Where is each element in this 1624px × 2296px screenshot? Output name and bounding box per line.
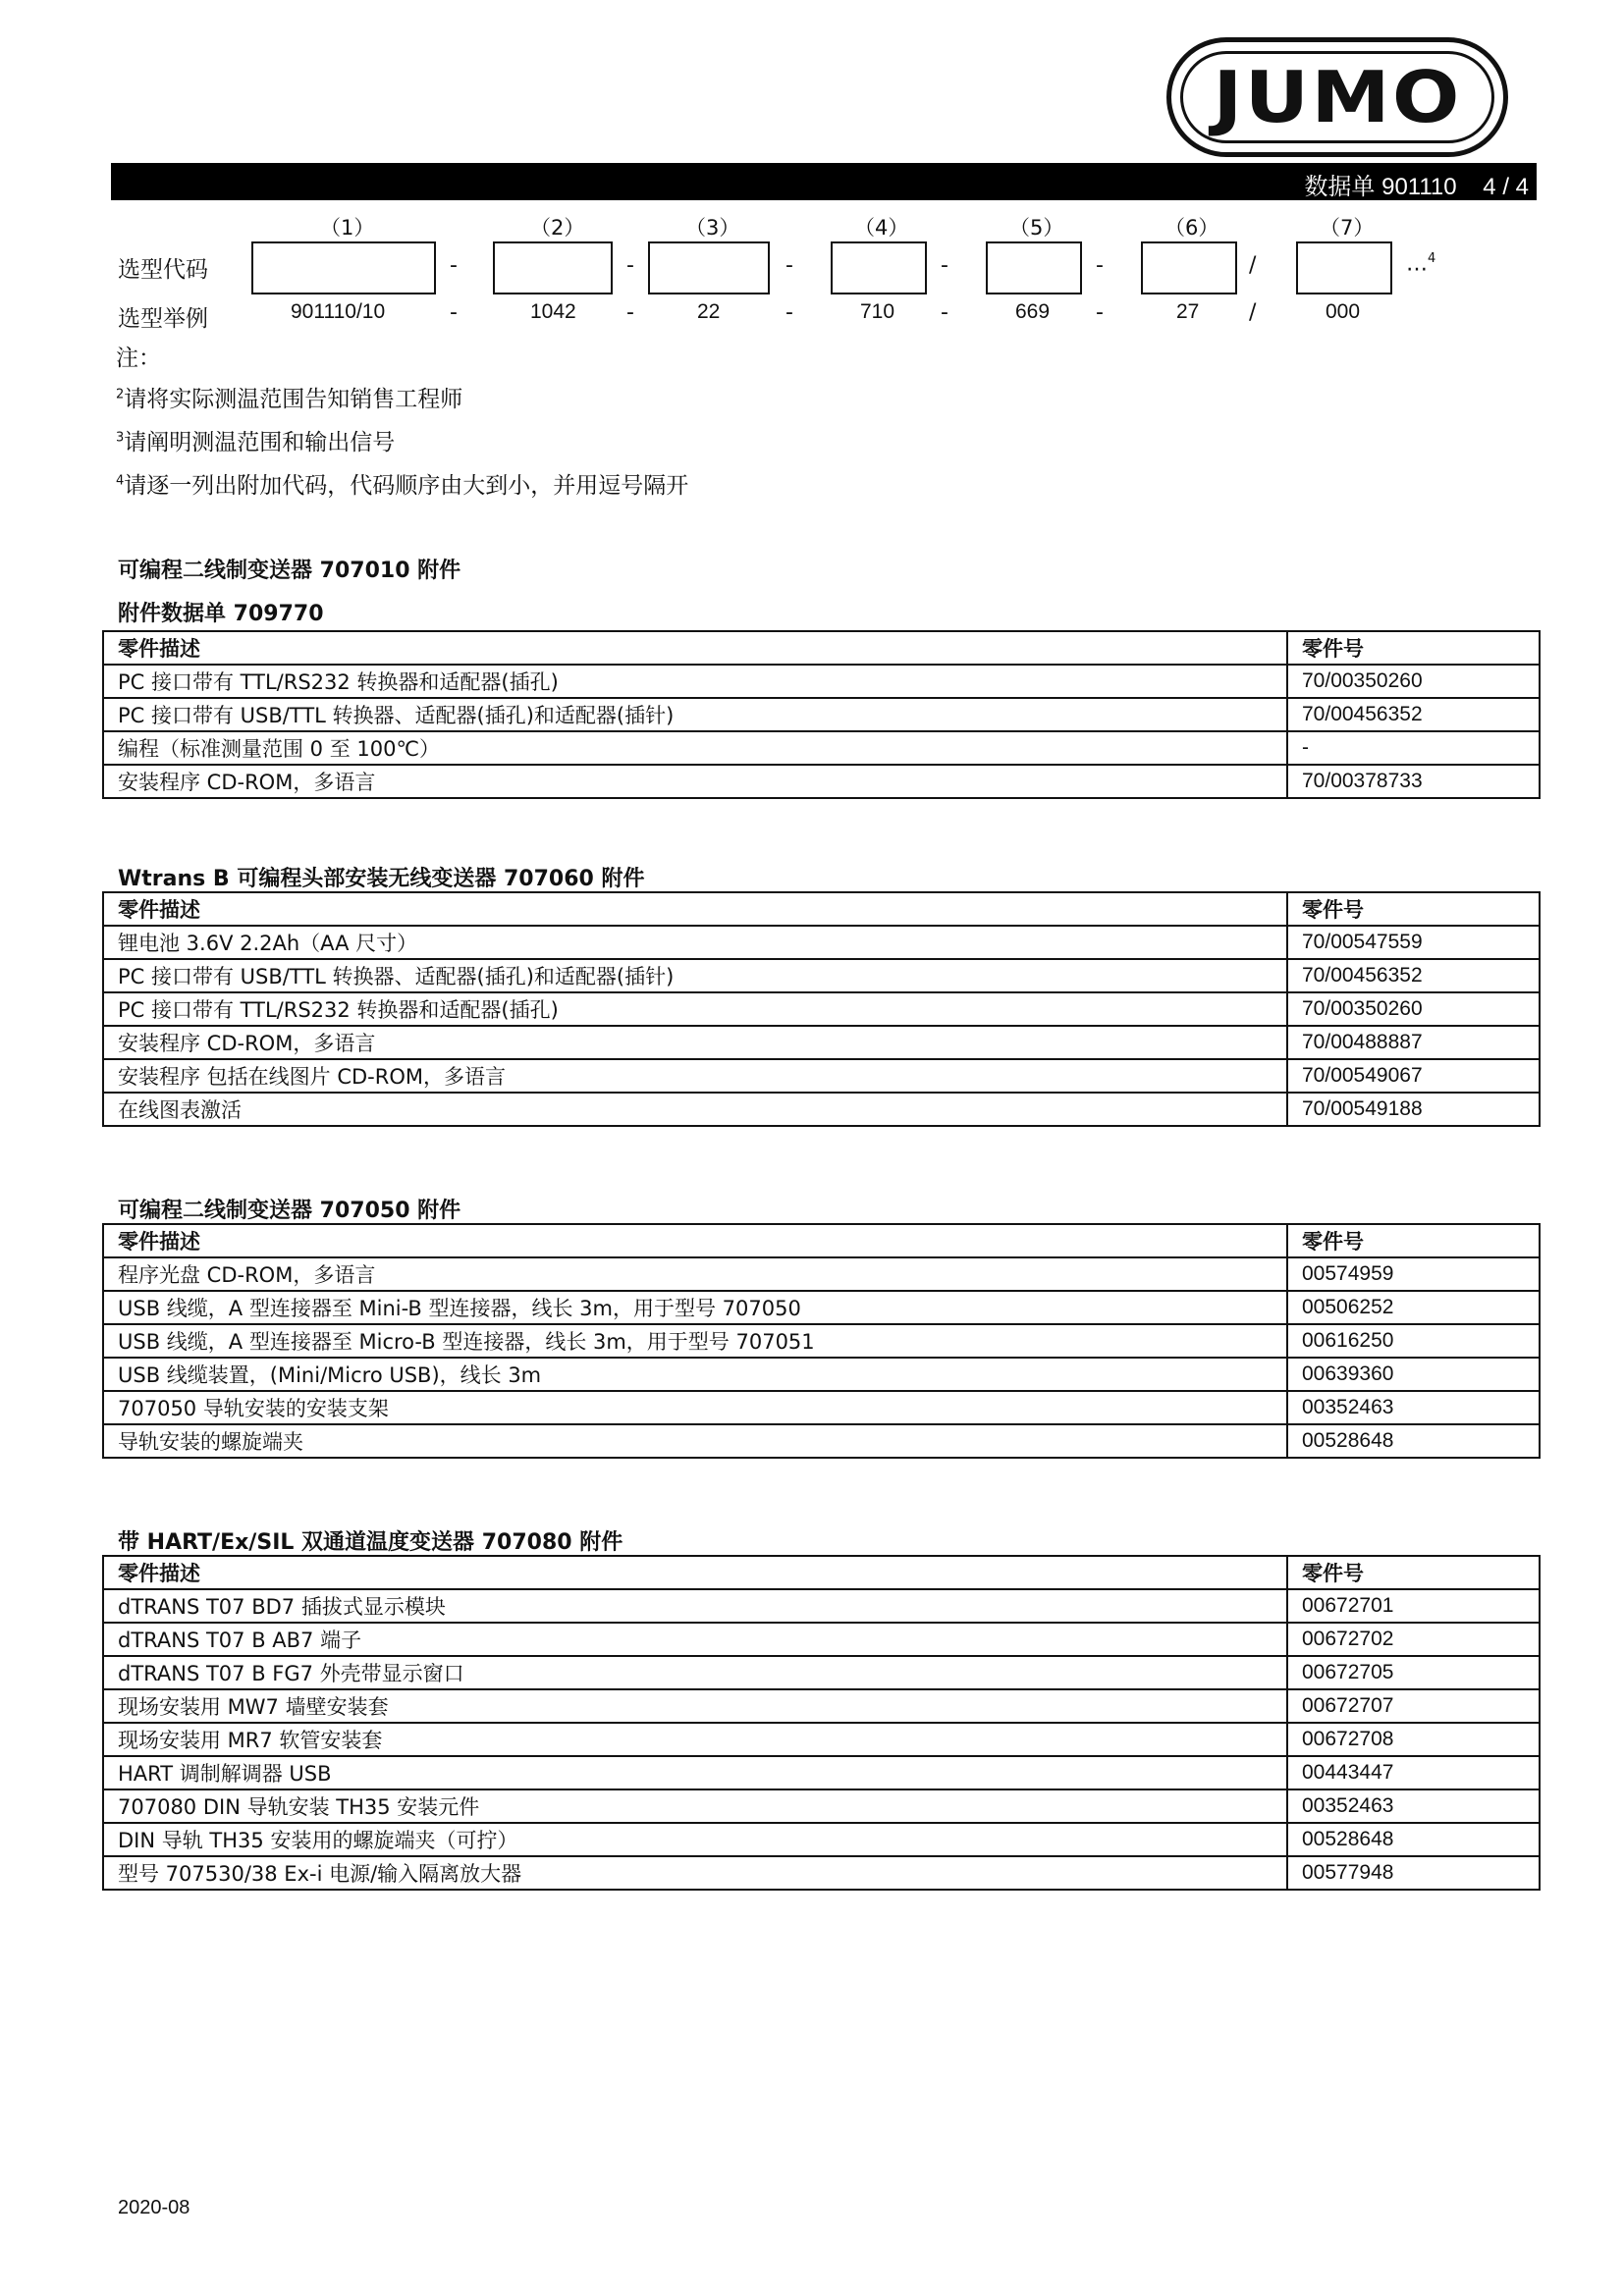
table-row bbox=[103, 1856, 1540, 1890]
part-number: 00672701 bbox=[1287, 1589, 1540, 1623]
part-number: 70/00549067 bbox=[1287, 1059, 1540, 1093]
part-number: 00672705 bbox=[1287, 1656, 1540, 1689]
table-row bbox=[103, 1589, 1540, 1623]
order-code-separator: / bbox=[1249, 253, 1257, 278]
table-row bbox=[103, 1689, 1540, 1723]
part-number: 00672708 bbox=[1287, 1723, 1540, 1756]
table-header-row bbox=[103, 1224, 1540, 1257]
table-row bbox=[103, 1093, 1540, 1126]
column-header-part-number: 零件号 bbox=[1287, 892, 1540, 926]
section-title: 带 HART/Ex/SIL 双通道温度变送器 707080 附件 bbox=[118, 1530, 623, 1555]
note-item: $^2$请将实际测温范围告知销售工程师 bbox=[116, 387, 463, 412]
table-row bbox=[103, 1723, 1540, 1756]
example-value-2: 1042 bbox=[530, 300, 576, 323]
part-description: 现场安装用 MR7 软管安装套 bbox=[103, 1723, 1287, 1756]
part-description: 安装程序 CD-ROM，多语言 bbox=[103, 765, 1287, 798]
section-title: Wtrans B 可编程头部安装无线变送器 707060 附件 bbox=[118, 867, 645, 891]
part-number: 00528648 bbox=[1287, 1424, 1540, 1458]
part-description: PC 接口带有 USB/TTL 转换器、适配器(插孔)和适配器(插针) bbox=[103, 698, 1287, 731]
part-number: 70/00378733 bbox=[1287, 765, 1540, 798]
part-description: USB 线缆，A 型连接器至 Mini-B 型连接器，线长 3m，用于型号 707050 bbox=[103, 1291, 1287, 1324]
column-header-description: 零件描述 bbox=[103, 1224, 1287, 1257]
order-code-box-6[interactable] bbox=[1141, 241, 1237, 294]
order-code-box-3[interactable] bbox=[648, 241, 770, 294]
table-row bbox=[103, 1823, 1540, 1856]
example-value-7: 000 bbox=[1326, 300, 1361, 323]
parts-table-707080 bbox=[102, 1555, 1541, 1891]
part-number: 00616250 bbox=[1287, 1324, 1540, 1358]
part-number: 00352463 bbox=[1287, 1391, 1540, 1424]
table-row bbox=[103, 731, 1540, 765]
part-number: 00577948 bbox=[1287, 1856, 1540, 1890]
table-row bbox=[103, 1291, 1540, 1324]
part-description: 现场安装用 MW7 墙壁安装套 bbox=[103, 1689, 1287, 1723]
part-number: 00672702 bbox=[1287, 1623, 1540, 1656]
part-number: 70/00547559 bbox=[1287, 926, 1540, 959]
order-code-box-1[interactable] bbox=[251, 241, 436, 294]
table-row bbox=[103, 1623, 1540, 1656]
order-code-box-2[interactable] bbox=[493, 241, 613, 294]
example-separator: - bbox=[626, 300, 634, 325]
section-subtitle: 附件数据单 709770 bbox=[118, 602, 324, 626]
table-header-row bbox=[103, 1556, 1540, 1589]
example-separator: - bbox=[785, 300, 793, 325]
logo-inner-ring bbox=[1180, 51, 1494, 143]
part-description: 程序光盘 CD-ROM，多语言 bbox=[103, 1257, 1287, 1291]
section-title: 可编程二线制变送器 707050 附件 bbox=[118, 1199, 461, 1223]
part-description: 安装程序 包括在线图片 CD-ROM，多语言 bbox=[103, 1059, 1287, 1093]
part-description: 锂电池 3.6V 2.2Ah（AA 尺寸） bbox=[103, 926, 1287, 959]
example-value-1: 901110/10 bbox=[291, 300, 386, 323]
part-number: 70/00456352 bbox=[1287, 698, 1540, 731]
part-description: DIN 导轨 TH35 安装用的螺旋端夹（可拧） bbox=[103, 1823, 1287, 1856]
parts-table-707060 bbox=[102, 891, 1541, 1127]
table-row bbox=[103, 1059, 1540, 1093]
part-number: 70/00350260 bbox=[1287, 992, 1540, 1026]
example-separator: / bbox=[1249, 300, 1257, 325]
table-row bbox=[103, 1656, 1540, 1689]
order-code-label: 选型代码 bbox=[118, 257, 208, 283]
order-code-separator: - bbox=[941, 253, 948, 278]
part-number: 00639360 bbox=[1287, 1358, 1540, 1391]
table-row bbox=[103, 1424, 1540, 1458]
table-row bbox=[103, 992, 1540, 1026]
position-number-5: （5） bbox=[1009, 216, 1064, 240]
example-separator: - bbox=[1096, 300, 1104, 325]
table-row bbox=[103, 1324, 1540, 1358]
position-number-4: （4） bbox=[854, 216, 909, 240]
position-number-3: （3） bbox=[685, 216, 740, 240]
part-description: 在线图表激活 bbox=[103, 1093, 1287, 1126]
header-bar bbox=[111, 163, 1537, 200]
table-row bbox=[103, 1756, 1540, 1789]
example-separator: - bbox=[450, 300, 458, 325]
part-description: PC 接口带有 USB/TTL 转换器、适配器(插孔)和适配器(插针) bbox=[103, 959, 1287, 992]
table-header-row bbox=[103, 892, 1540, 926]
part-number: 00443447 bbox=[1287, 1756, 1540, 1789]
table-row bbox=[103, 765, 1540, 798]
part-description: USB 线缆装置，(Mini/Micro USB)，线长 3m bbox=[103, 1358, 1287, 1391]
table-header-row bbox=[103, 631, 1540, 665]
column-header-part-number: 零件号 bbox=[1287, 1556, 1540, 1589]
part-description: 707050 导轨安装的安装支架 bbox=[103, 1391, 1287, 1424]
parts-table-707010 bbox=[102, 630, 1541, 799]
part-number: 70/00549188 bbox=[1287, 1093, 1540, 1126]
part-number: 70/00456352 bbox=[1287, 959, 1540, 992]
part-number: 00672707 bbox=[1287, 1689, 1540, 1723]
part-description: PC 接口带有 TTL/RS232 转换器和适配器(插孔) bbox=[103, 992, 1287, 1026]
table-row bbox=[103, 1391, 1540, 1424]
table-row bbox=[103, 926, 1540, 959]
part-description: 型号 707530/38 Ex-i 电源/输入隔离放大器 bbox=[103, 1856, 1287, 1890]
table-row bbox=[103, 959, 1540, 992]
part-description: dTRANS T07 B AB7 端子 bbox=[103, 1623, 1287, 1656]
example-value-4: 710 bbox=[860, 300, 895, 323]
order-code-box-4[interactable] bbox=[831, 241, 927, 294]
part-description: 安装程序 CD-ROM，多语言 bbox=[103, 1026, 1287, 1059]
order-code-separator: - bbox=[450, 253, 458, 278]
part-description: USB 线缆，A 型连接器至 Micro-B 型连接器，线长 3m，用于型号 707051 bbox=[103, 1324, 1287, 1358]
order-code-box-5[interactable] bbox=[986, 241, 1082, 294]
part-number: 00352463 bbox=[1287, 1789, 1540, 1823]
order-code-trailing: …$^4$ bbox=[1406, 251, 1436, 277]
position-number-7: （7） bbox=[1320, 216, 1375, 240]
part-number: 70/00350260 bbox=[1287, 665, 1540, 698]
example-separator: - bbox=[941, 300, 948, 325]
footer-date: 2020-08 bbox=[118, 2197, 190, 2218]
part-description: PC 接口带有 TTL/RS232 转换器和适配器(插孔) bbox=[103, 665, 1287, 698]
parts-table-707050 bbox=[102, 1223, 1541, 1459]
column-header-description: 零件描述 bbox=[103, 631, 1287, 665]
part-description: dTRANS T07 BD7 插拔式显示模块 bbox=[103, 1589, 1287, 1623]
table-row bbox=[103, 665, 1540, 698]
table-row bbox=[103, 698, 1540, 731]
part-number: 00528648 bbox=[1287, 1823, 1540, 1856]
note-item: $^3$请阐明测温范围和输出信号 bbox=[116, 430, 396, 455]
part-description: dTRANS T07 B FG7 外壳带显示窗口 bbox=[103, 1656, 1287, 1689]
notes-heading: 注： bbox=[116, 346, 161, 371]
position-number-1: （1） bbox=[320, 216, 375, 240]
order-code-box-7[interactable] bbox=[1296, 241, 1392, 294]
header-text: 数据单 901110 4 / 4 bbox=[1304, 174, 1529, 200]
jumo-logo bbox=[1166, 37, 1508, 157]
part-description: 707080 DIN 导轨安装 TH35 安装元件 bbox=[103, 1789, 1287, 1823]
example-value-6: 27 bbox=[1176, 300, 1200, 323]
column-header-part-number: 零件号 bbox=[1287, 631, 1540, 665]
column-header-description: 零件描述 bbox=[103, 892, 1287, 926]
column-header-description: 零件描述 bbox=[103, 1556, 1287, 1589]
part-description: HART 调制解调器 USB bbox=[103, 1756, 1287, 1789]
order-code-separator: - bbox=[1096, 253, 1104, 278]
table-row bbox=[103, 1789, 1540, 1823]
example-value-3: 22 bbox=[697, 300, 721, 323]
logo-text: JUMO bbox=[1213, 56, 1462, 138]
order-code-separator: - bbox=[626, 253, 634, 278]
part-number: 70/00488887 bbox=[1287, 1026, 1540, 1059]
example-value-5: 669 bbox=[1015, 300, 1051, 323]
column-header-part-number: 零件号 bbox=[1287, 1224, 1540, 1257]
part-number: 00506252 bbox=[1287, 1291, 1540, 1324]
note-item: $^4$请逐一列出附加代码，代码顺序由大到小，并用逗号隔开 bbox=[116, 473, 689, 499]
part-number: - bbox=[1287, 731, 1540, 765]
table-row bbox=[103, 1026, 1540, 1059]
order-example-label: 选型举例 bbox=[118, 306, 208, 332]
position-number-6: （6） bbox=[1164, 216, 1219, 240]
part-description: 导轨安装的螺旋端夹 bbox=[103, 1424, 1287, 1458]
part-number: 00574959 bbox=[1287, 1257, 1540, 1291]
part-description: 编程（标准测量范围 0 至 100℃） bbox=[103, 731, 1287, 765]
order-code-separator: - bbox=[785, 253, 793, 278]
table-row bbox=[103, 1358, 1540, 1391]
position-number-2: （2） bbox=[530, 216, 585, 240]
table-row bbox=[103, 1257, 1540, 1291]
section-title: 可编程二线制变送器 707010 附件 bbox=[118, 559, 461, 583]
